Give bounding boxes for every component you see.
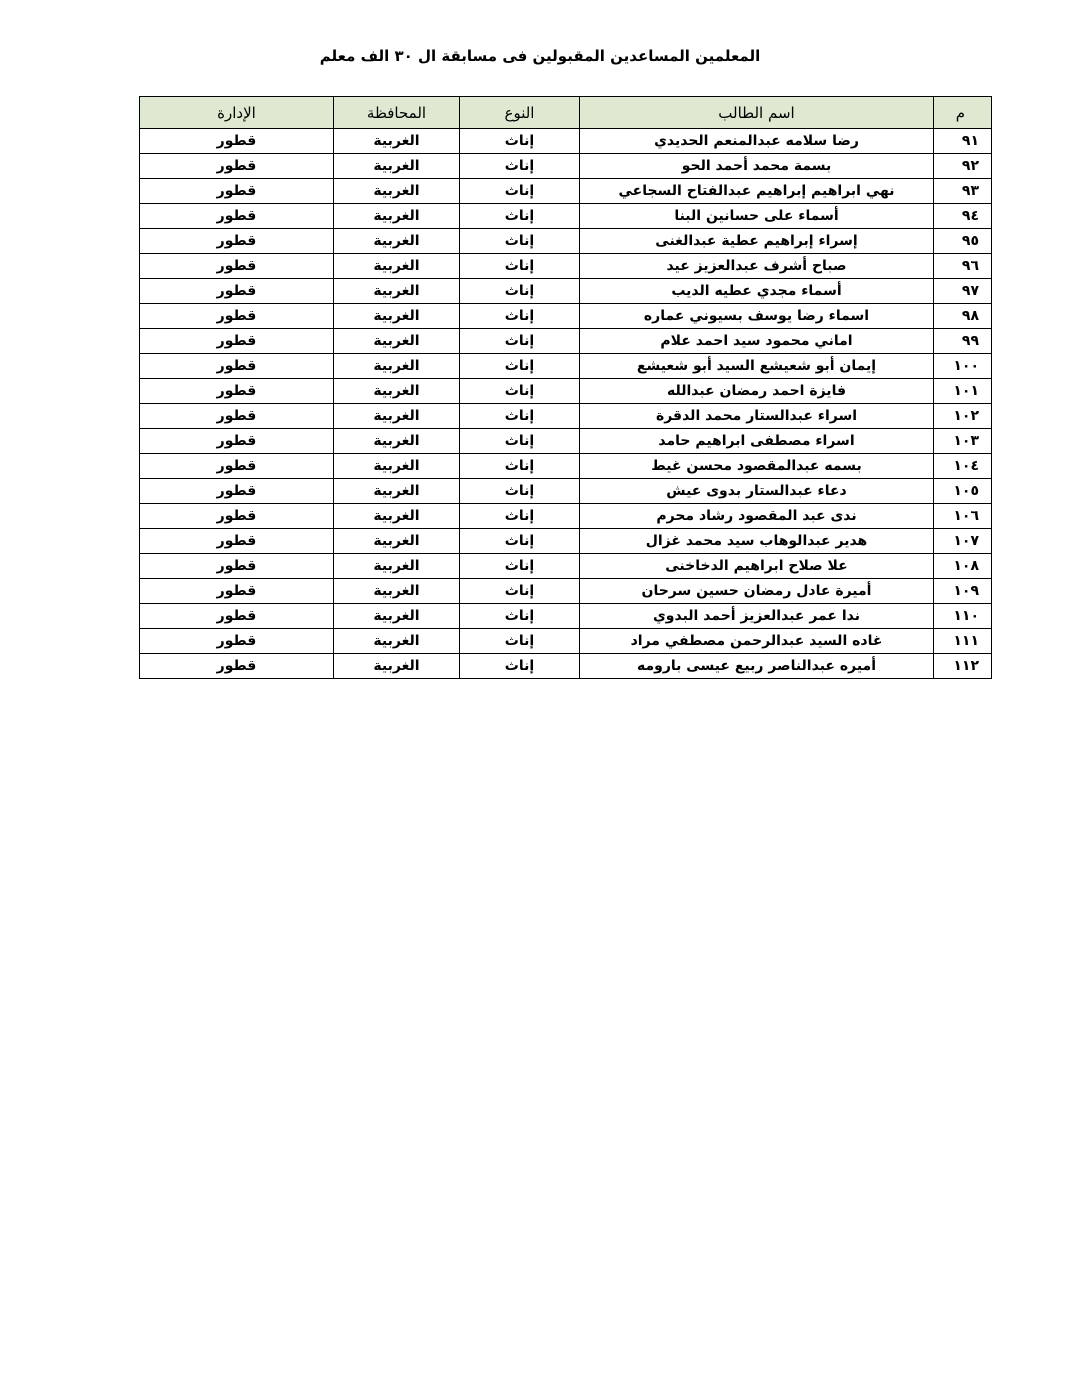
cell-num: ١٠٨ <box>934 554 992 579</box>
cell-type: إناث <box>460 154 580 179</box>
cell-type: إناث <box>460 579 580 604</box>
cell-administration: قطور <box>140 504 334 529</box>
cell-governorate: الغربية <box>334 129 460 154</box>
column-header-type: النوع <box>460 97 580 129</box>
cell-student-name: إسراء إبراهيم عطية عبدالغنى <box>580 229 934 254</box>
cell-governorate: الغربية <box>334 279 460 304</box>
cell-student-name: صباح أشرف عبدالعزيز عيد <box>580 254 934 279</box>
cell-type: إناث <box>460 279 580 304</box>
table-row <box>140 504 992 529</box>
cell-num: ١٠٢ <box>934 404 992 429</box>
cell-student-name: اسماء رضا يوسف بسيوني عماره <box>580 304 934 329</box>
cell-num: ١٠٩ <box>934 579 992 604</box>
cell-administration: قطور <box>140 254 334 279</box>
cell-type: إناث <box>460 504 580 529</box>
table-header <box>140 97 992 129</box>
table-row <box>140 154 992 179</box>
cell-administration: قطور <box>140 354 334 379</box>
cell-administration: قطور <box>140 604 334 629</box>
cell-administration: قطور <box>140 479 334 504</box>
cell-administration: قطور <box>140 454 334 479</box>
table-row <box>140 229 992 254</box>
cell-type: إناث <box>460 654 580 679</box>
cell-administration: قطور <box>140 154 334 179</box>
cell-administration: قطور <box>140 279 334 304</box>
table-row <box>140 404 992 429</box>
cell-governorate: الغربية <box>334 254 460 279</box>
cell-student-name: علا صلاح ابراهيم الدخاخنى <box>580 554 934 579</box>
cell-num: ١٠٧ <box>934 529 992 554</box>
header-row <box>140 97 992 129</box>
cell-governorate: الغربية <box>334 604 460 629</box>
table-row <box>140 254 992 279</box>
cell-governorate: الغربية <box>334 429 460 454</box>
cell-num: ١٠١ <box>934 379 992 404</box>
cell-governorate: الغربية <box>334 354 460 379</box>
cell-type: إناث <box>460 629 580 654</box>
cell-type: إناث <box>460 404 580 429</box>
cell-student-name: بسمه عبدالمقصود محسن غيط <box>580 454 934 479</box>
column-header-num: م <box>934 97 992 129</box>
table-row <box>140 279 992 304</box>
cell-governorate: الغربية <box>334 454 460 479</box>
cell-student-name: اسراء مصطفى ابراهيم حامد <box>580 429 934 454</box>
cell-num: ٩٧ <box>934 279 992 304</box>
cell-student-name: ندا عمر عبدالعزيز أحمد البدوي <box>580 604 934 629</box>
cell-administration: قطور <box>140 329 334 354</box>
cell-governorate: الغربية <box>334 154 460 179</box>
column-header-name: اسم الطالب <box>580 97 934 129</box>
cell-administration: قطور <box>140 529 334 554</box>
cell-administration: قطور <box>140 204 334 229</box>
cell-governorate: الغربية <box>334 404 460 429</box>
cell-student-name: اماني محمود سيد احمد علام <box>580 329 934 354</box>
cell-type: إناث <box>460 454 580 479</box>
cell-administration: قطور <box>140 654 334 679</box>
table-row <box>140 454 992 479</box>
cell-governorate: الغربية <box>334 379 460 404</box>
cell-governorate: الغربية <box>334 479 460 504</box>
cell-num: ١١٢ <box>934 654 992 679</box>
cell-type: إناث <box>460 479 580 504</box>
cell-num: ١٠٦ <box>934 504 992 529</box>
cell-governorate: الغربية <box>334 304 460 329</box>
cell-student-name: غاده السيد عبدالرحمن مصطفي مراد <box>580 629 934 654</box>
table-row <box>140 629 992 654</box>
cell-type: إناث <box>460 229 580 254</box>
page-title: المعلمين المساعدين المقبولين فى مسابقة ال ٣٠ الف معلم <box>319 47 761 65</box>
table-row <box>140 604 992 629</box>
cell-type: إناث <box>460 554 580 579</box>
accepted-teachers-table <box>139 96 992 679</box>
table-row <box>140 179 992 204</box>
cell-student-name: إيمان أبو شعيشع السيد أبو شعيشع <box>580 354 934 379</box>
cell-governorate: الغربية <box>334 529 460 554</box>
cell-student-name: فايزة احمد رمضان عبدالله <box>580 379 934 404</box>
cell-num: ١٠٤ <box>934 454 992 479</box>
column-header-administration: الإدارة <box>140 97 334 129</box>
cell-num: ٩٣ <box>934 179 992 204</box>
cell-num: ٩٩ <box>934 329 992 354</box>
cell-governorate: الغربية <box>334 329 460 354</box>
cell-num: ٩٨ <box>934 304 992 329</box>
cell-student-name: أسماء على حسانين البنا <box>580 204 934 229</box>
cell-num: ١١١ <box>934 629 992 654</box>
cell-type: إناث <box>460 379 580 404</box>
cell-num: ١٠٥ <box>934 479 992 504</box>
cell-governorate: الغربية <box>334 229 460 254</box>
cell-administration: قطور <box>140 404 334 429</box>
cell-student-name: أسماء مجدي عطيه الديب <box>580 279 934 304</box>
cell-type: إناث <box>460 304 580 329</box>
table-row <box>140 579 992 604</box>
cell-governorate: الغربية <box>334 179 460 204</box>
cell-governorate: الغربية <box>334 204 460 229</box>
cell-governorate: الغربية <box>334 629 460 654</box>
cell-num: ٩١ <box>934 129 992 154</box>
cell-type: إناث <box>460 204 580 229</box>
cell-num: ٩٥ <box>934 229 992 254</box>
table-row <box>140 554 992 579</box>
cell-student-name: دعاء عبدالستار بدوى عيش <box>580 479 934 504</box>
cell-administration: قطور <box>140 629 334 654</box>
cell-num: ١١٠ <box>934 604 992 629</box>
cell-num: ٩٤ <box>934 204 992 229</box>
cell-administration: قطور <box>140 229 334 254</box>
table-row <box>140 479 992 504</box>
table-row <box>140 654 992 679</box>
cell-type: إناث <box>460 429 580 454</box>
table-row <box>140 379 992 404</box>
cell-type: إناث <box>460 354 580 379</box>
cell-type: إناث <box>460 604 580 629</box>
cell-administration: قطور <box>140 179 334 204</box>
cell-num: ١٠٠ <box>934 354 992 379</box>
cell-num: ٩٦ <box>934 254 992 279</box>
cell-administration: قطور <box>140 579 334 604</box>
column-header-governorate: المحافظة <box>334 97 460 129</box>
cell-num: ١٠٣ <box>934 429 992 454</box>
cell-administration: قطور <box>140 379 334 404</box>
cell-student-name: نهي ابراهيم إبراهيم عبدالفتاح السجاعي <box>580 179 934 204</box>
cell-administration: قطور <box>140 554 334 579</box>
table-row <box>140 204 992 229</box>
cell-governorate: الغربية <box>334 554 460 579</box>
cell-type: إناث <box>460 179 580 204</box>
table-row <box>140 429 992 454</box>
table-row <box>140 529 992 554</box>
cell-administration: قطور <box>140 129 334 154</box>
cell-type: إناث <box>460 129 580 154</box>
cell-type: إناث <box>460 529 580 554</box>
table-row <box>140 329 992 354</box>
cell-administration: قطور <box>140 429 334 454</box>
cell-student-name: رضا سلامه عبدالمنعم الحديدي <box>580 129 934 154</box>
cell-student-name: ندى عبد المقصود رشاد محرم <box>580 504 934 529</box>
table-row <box>140 129 992 154</box>
table-body <box>140 129 992 679</box>
cell-type: إناث <box>460 254 580 279</box>
cell-student-name: أميره عبدالناصر ربيع عيسى بارومه <box>580 654 934 679</box>
cell-administration: قطور <box>140 304 334 329</box>
cell-governorate: الغربية <box>334 579 460 604</box>
cell-governorate: الغربية <box>334 654 460 679</box>
cell-student-name: هدير عبدالوهاب سيد محمد غزال <box>580 529 934 554</box>
table-row <box>140 354 992 379</box>
cell-type: إناث <box>460 329 580 354</box>
cell-student-name: بسمة محمد أحمد الحو <box>580 154 934 179</box>
cell-student-name: اسراء عبدالستار محمد الدقرة <box>580 404 934 429</box>
cell-governorate: الغربية <box>334 504 460 529</box>
table-row <box>140 304 992 329</box>
cell-num: ٩٢ <box>934 154 992 179</box>
cell-student-name: أميرة عادل رمضان حسين سرحان <box>580 579 934 604</box>
